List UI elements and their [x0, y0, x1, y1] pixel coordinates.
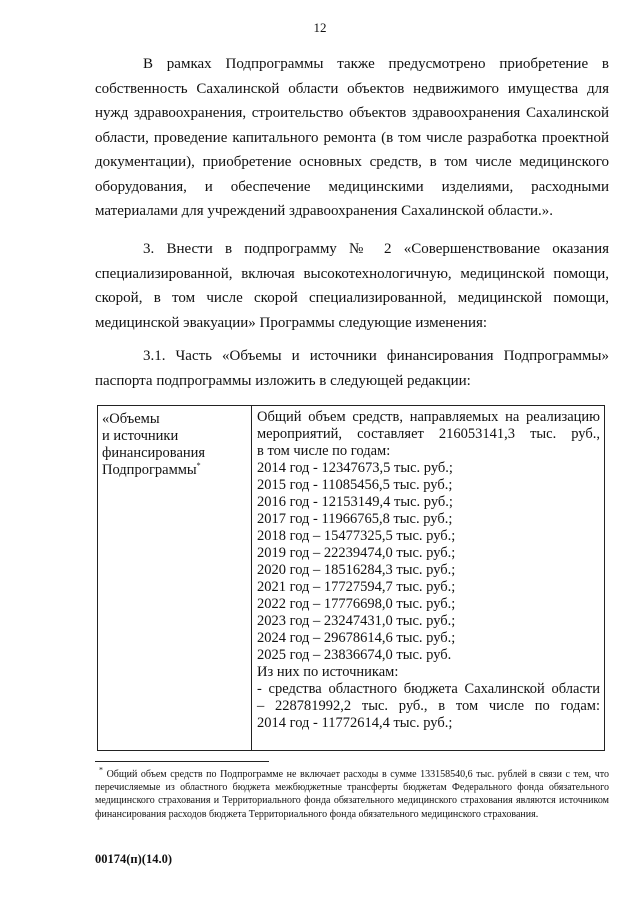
footnote-text: Общий объем средств по Подпрограмме не включает расходы в сумме 133158540,6 тыс. рублей в связи с тем, что перечисляемые из областного бюджета межбюджетные трансферты бюджетам Федерального фонда обязательного медицинского страхования и Территориального фонда обязательного медицинского страхования являются источником финансирования расходов бюджета Территориального фонда обязательного медицинского страхования.: [95, 769, 609, 820]
by-years-heading: в том числе по годам:: [257, 443, 391, 459]
label-line: [102, 462, 247, 479]
year-row: 2018 год – 15477325,5 тыс. руб.;: [257, 528, 456, 544]
year-row: 2021 год – 17727594,7 тыс. руб.;: [257, 579, 456, 595]
year-row: 2014 год - 12347673,5 тыс. руб.;: [257, 460, 453, 476]
sources-heading: Из них по источникам:: [257, 664, 399, 680]
year-row: 2022 год – 17776698,0 тыс. руб.;: [257, 596, 456, 612]
label-line: «Объемы: [102, 411, 160, 427]
page-number: 12: [313, 20, 327, 35]
footnote-mark: *: [99, 765, 103, 775]
total-funding-text: Общий объем средств, направляемых на реализацию мероприятий, составляет 216053141,3 тыс. руб.,: [257, 409, 600, 442]
regional-year-row: 2014 год - 11772614,4 тыс. руб.;: [257, 715, 453, 731]
year-row: 2016 год - 12153149,4 тыс. руб.;: [257, 494, 453, 510]
year-row: 2024 год – 29678614,6 тыс. руб.;: [257, 630, 456, 646]
paragraph-amendment-3-1: 3.1. Часть «Объемы и источники финансирования Подпрограммы» паспорта подпрограммы изложить в следующей редакции:: [95, 348, 609, 389]
paragraph-acquisition: В рамках Подпрограммы также предусмотрено приобретение в собственность Сахалинской области объектов недвижимого имущества для нужд здравоохранения, строительство объектов здравоохранения Сахалинской области, проведение капитального ремонта (в том числе разработка проектной документации), приобретение основных средств, в том числе медицинского оборудования, и обеспечение медицинскими изделиями, расходными материалами для учреждений здравоохранения Сахалинской области.».: [95, 56, 609, 219]
year-row: 2017 год - 11966765,8 тыс. руб.;: [257, 511, 453, 527]
funding-table-label-cell: [98, 406, 252, 750]
footnote-divider: [95, 761, 269, 762]
year-row: 2020 год – 18516284,3 тыс. руб.;: [257, 562, 456, 578]
regional-budget-line: - средства областного бюджета Сахалинской области: [257, 681, 600, 697]
year-row: 2019 год – 22239474,0 тыс. руб.;: [257, 545, 456, 561]
year-row: 2025 год – 23836674,0 тыс. руб.: [257, 647, 452, 663]
label-line: финансирования: [102, 445, 206, 461]
document-code: 00174(п)(14.0): [95, 852, 172, 866]
year-row: 2015 год - 11085456,5 тыс. руб.;: [257, 477, 453, 493]
footnote-mark: *: [196, 461, 201, 471]
label-line: и источники: [102, 428, 179, 444]
year-row: 2023 год – 23247431,0 тыс. руб.;: [257, 613, 456, 629]
label-line-text: Подпрограммы: [102, 462, 197, 478]
funding-table-value-cell: [252, 406, 604, 750]
regional-budget-total: – 228781992,2 тыс. руб., в том числе по годам:: [257, 698, 600, 714]
funding-table: [97, 405, 605, 751]
paragraph-amendment-3: 3. Внести в подпрограмму № 2 «Совершенствование оказания специализированной, включая высокотехнологичную, медицинской помощи, скорой, в том числе скорой специализированной, медицинской помощи, медицинской эвакуации» Программы следующие изменения:: [95, 241, 609, 331]
footnote: [95, 765, 609, 821]
